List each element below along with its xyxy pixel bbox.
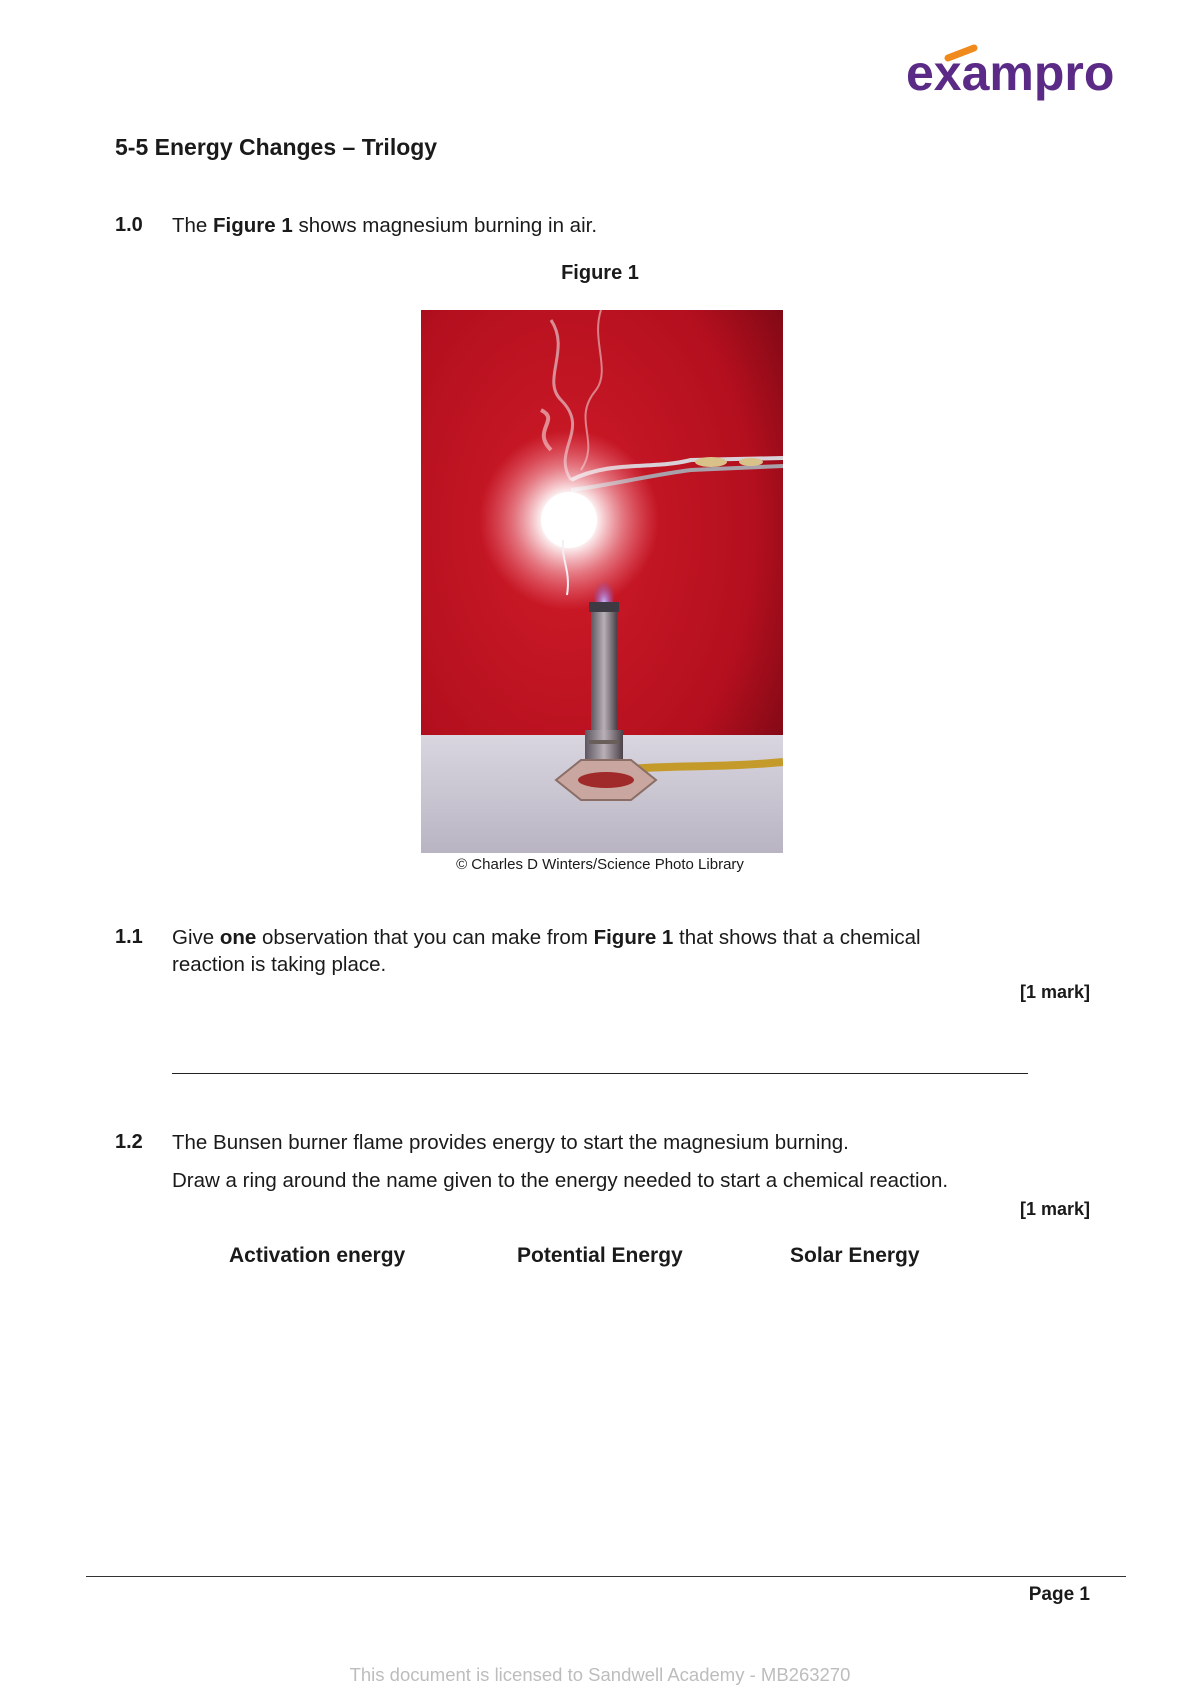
logo-text: exampro: [906, 45, 1115, 101]
question-number: 1.1: [115, 926, 143, 948]
question-number: 1.0: [115, 214, 143, 236]
text-segment: The: [172, 214, 214, 237]
text-segment: observation that you can make from: [256, 926, 594, 949]
photo-credit: © Charles D Winters/Science Photo Library: [456, 856, 744, 873]
text-segment: shows magnesium burning in air.: [292, 214, 598, 237]
answer-line[interactable]: [172, 1073, 1028, 1074]
option-solar-energy[interactable]: Solar Energy: [790, 1244, 920, 1267]
license-watermark: This document is licensed to Sandwell Academy - MB263270: [349, 1664, 851, 1685]
question-line: [172, 924, 1072, 951]
mark-allocation: [1 mark]: [1019, 982, 1090, 1002]
magnesium-burning-photo: [421, 310, 783, 853]
question-number: 1.2: [115, 1131, 143, 1153]
figure-label: Figure 1: [561, 262, 639, 284]
text-segment: Give: [172, 926, 220, 949]
question-1-2-line-2: Draw a ring around the name given to the energy needed to start a chemical reaction.: [172, 1169, 949, 1192]
emphasis: one: [219, 926, 257, 949]
mark-allocation: [1 mark]: [1019, 1199, 1090, 1219]
option-activation-energy[interactable]: Activation energy: [229, 1244, 406, 1267]
question-1-2-line-1: The Bunsen burner flame provides energy to start the magnesium burning.: [172, 1131, 849, 1154]
option-potential-energy[interactable]: Potential Energy: [517, 1244, 683, 1267]
footer-divider: [86, 1576, 1126, 1577]
document-title: 5-5 Energy Changes – Trilogy: [115, 134, 438, 160]
figure-reference: Figure 1: [213, 214, 293, 237]
page-number: Page 1: [1028, 1584, 1090, 1605]
question-line: reaction is taking place.: [172, 953, 387, 976]
figure-reference: Figure 1: [593, 926, 674, 949]
text-segment: that shows that a chemical: [673, 926, 921, 949]
question-1-1-text: [172, 924, 1072, 978]
question-1-0-text: [172, 212, 597, 239]
exampro-logo: [904, 42, 1134, 112]
